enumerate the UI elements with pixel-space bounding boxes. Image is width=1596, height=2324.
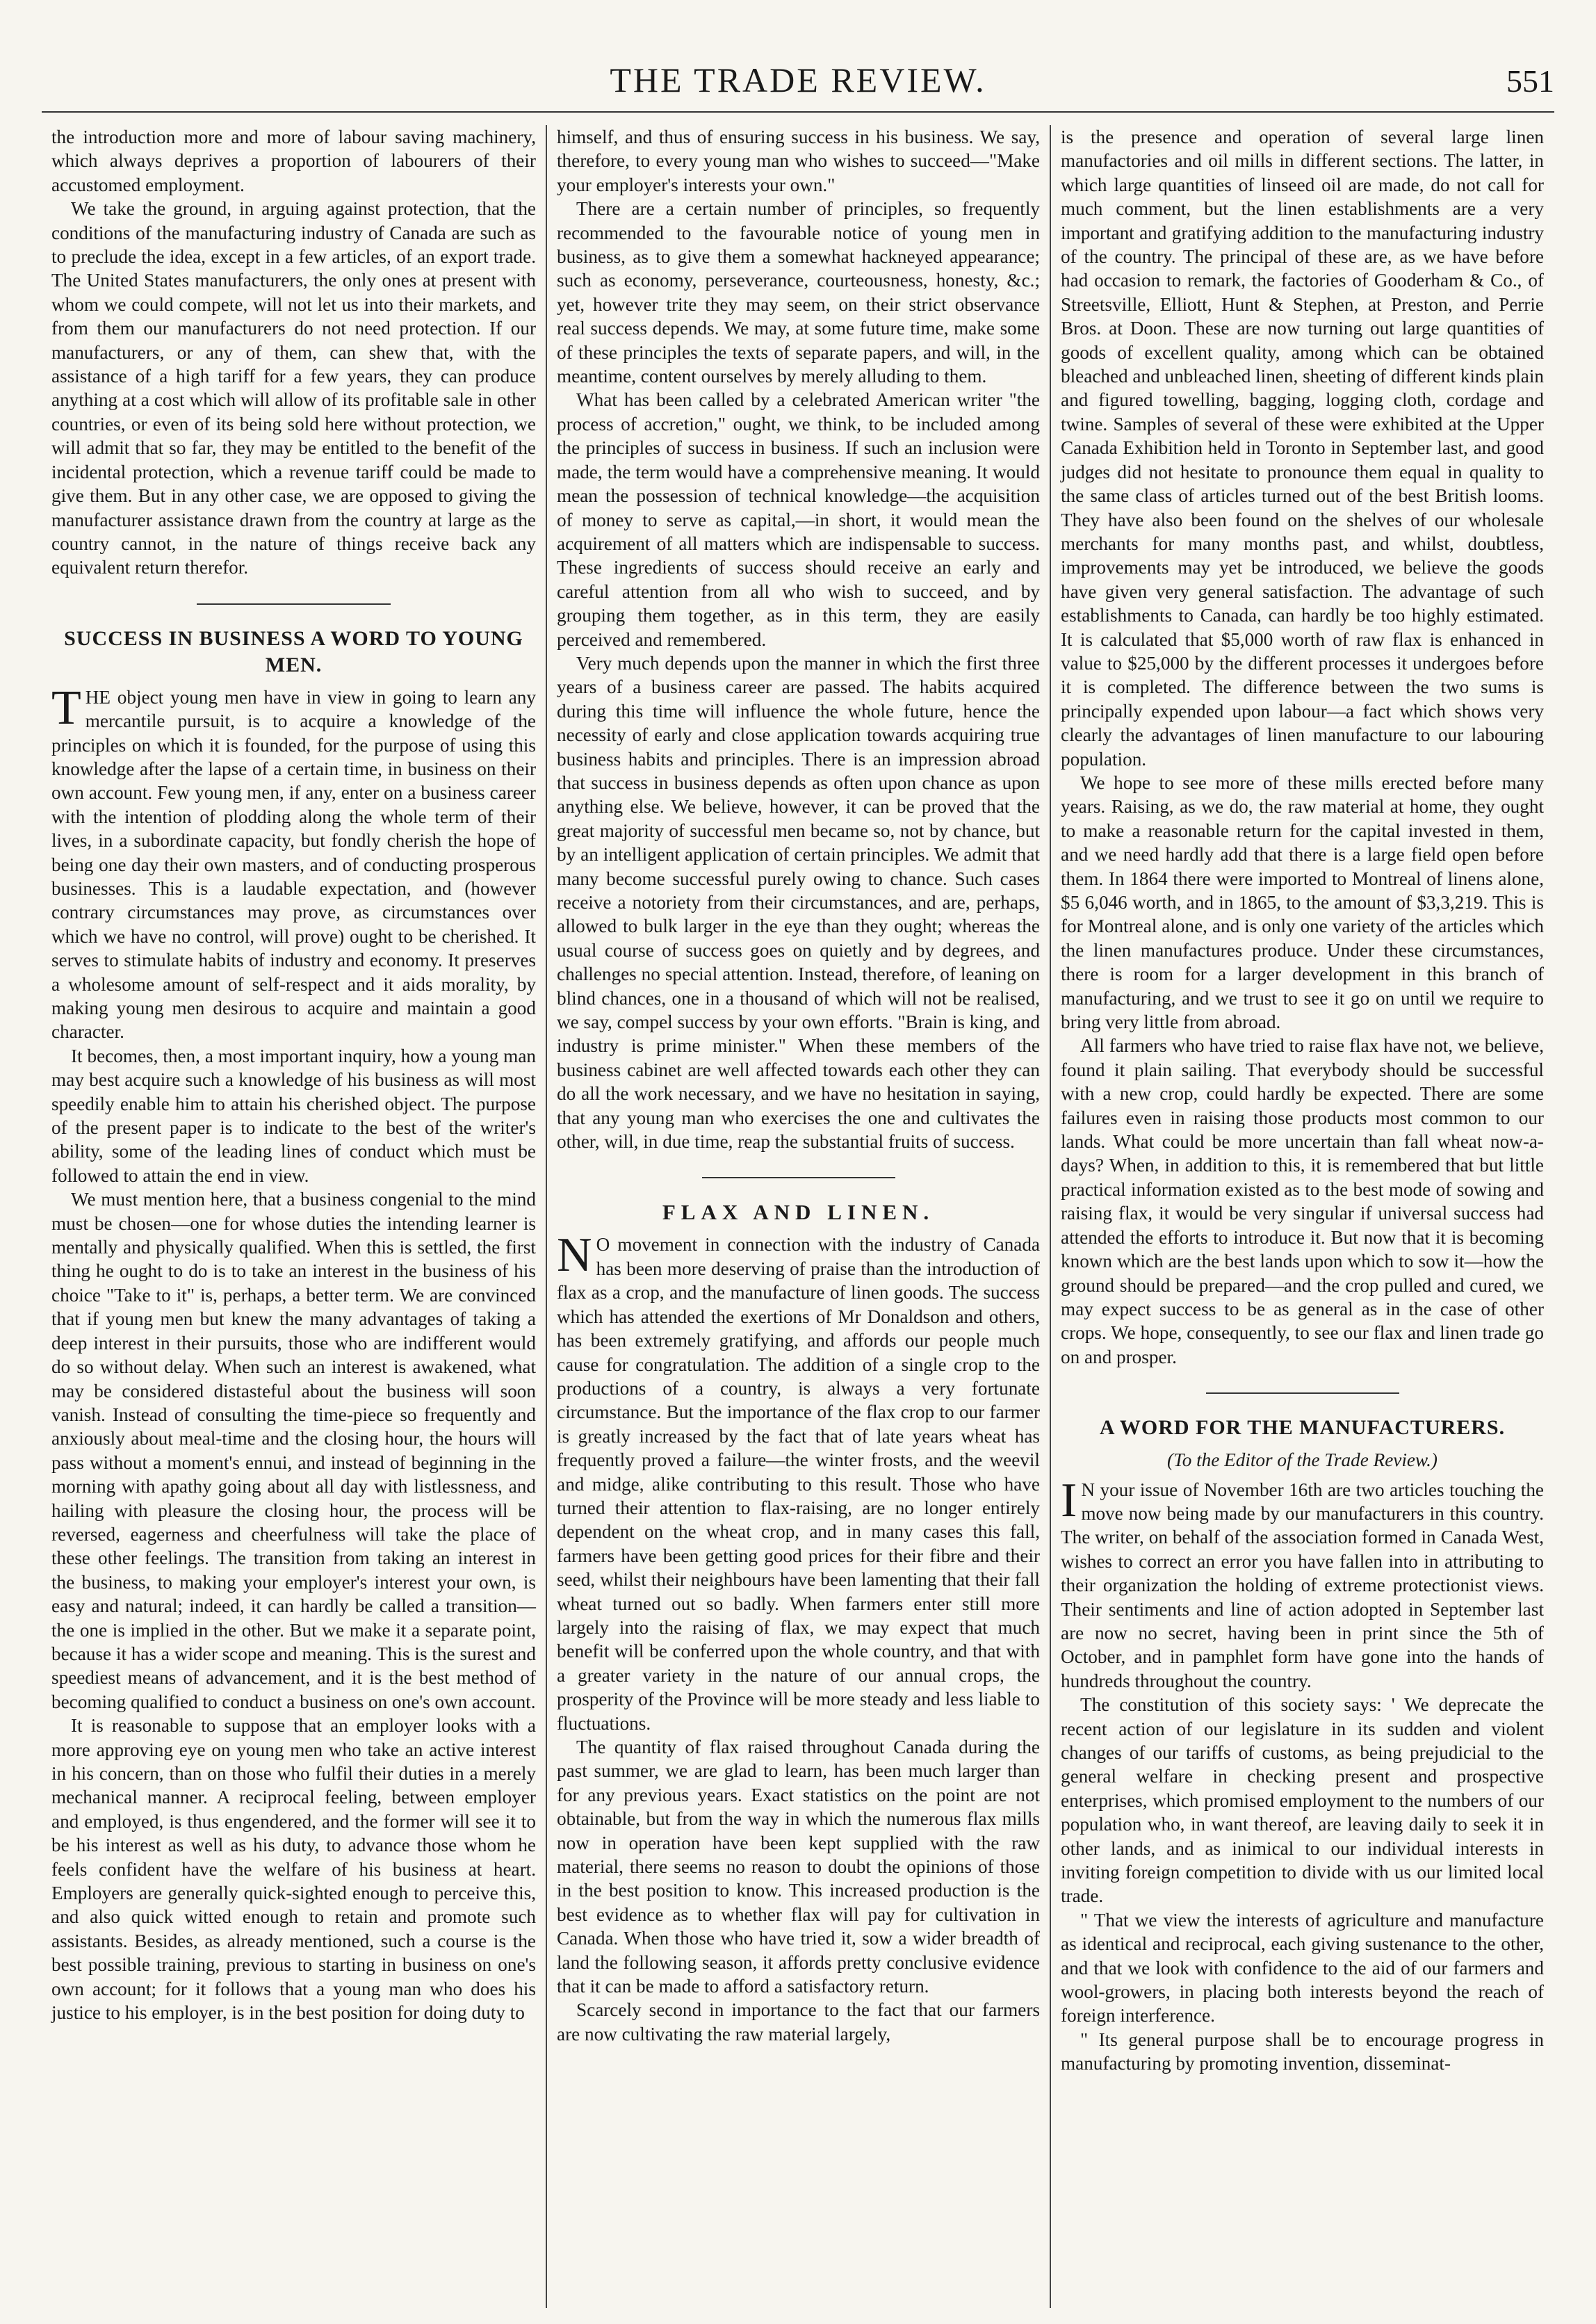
article-columns xyxy=(42,125,1554,2308)
article-paragraph: We take the ground, in arguing against protection, that the conditions of the manufacturing industry of Canada are such as to preclude the idea, except in a few articles, of an export trade. The United States manufacturers, the only ones at present with whom we could compete, will not let us into their markets, and from them our manufacturers do not need protection. If our manufacturers, or any of them, can shew that, with the assistance of a high tariff for a few years, they can produce anything at a cost which will allow of its profitable sale in other countries, or even of its being sold here without protection, we will admit that so far, they may be entitled to the benefit of the incidental protection, which a revenue tariff could be made to give them. But in any other case, we are opposed to giving the manufacturer assistance drawn from the country at large as the country cannot, in the nature of things receive back any equivalent return therefor. xyxy=(51,198,536,578)
section-divider xyxy=(1206,1392,1399,1394)
article-paragraph: himself, and thus of ensuring success in his business. We say, therefore, to every young man who wishes to succeed—"Make your employer's interests your own." xyxy=(557,127,1040,195)
page-number: 551 xyxy=(1506,63,1554,99)
article-paragraph: " That we view the interests of agriculture and manufacture as identical and reciprocal, each giving sustenance to the other, and that we look with confidence to the aid of our farmers and wool-growers, in placing both interests beyond the reach of foreign interference. xyxy=(1061,1909,1544,2026)
article-paragraph: It becomes, then, a most important inquiry, how a young man may best acquire such a knowledge of his business as will most speedily enable him to attain his cherished object. The purpose of the present paper is to indicate to the best of the writer's ability, some of the leading lines of conduct which must be followed to attain the end in view. xyxy=(51,1045,536,1186)
article-paragraph: Very much depends upon the manner in which the first three years of a business career are passed. The habits acquired during this time will influence the whole future, hence the necessity of early and close application towards acquiring true business habits and principles. There is an impression abroad that success in business depends as often upon chance as upon anything else. We believe, however, it can be proved that the great majority of successful men became so, not by chance, but by an intelligent application of certain principles. We admit that many become successful purely owing to chance. Such cases receive a notoriety from their circumstances, and are, perhaps, allowed to bulk larger in the eye than they ought; whereas the usual course of success goes on quietly and by degrees, and challenges no special attention. Instead, therefore, of leaning on blind chances, one in a thousand of which will not be realised, we say, compel success by your own efforts. "Brain is king, and industry is prime minister." When these members of the business cabinet are well affected towards each other they can do all the work necessary, and we have no hesitation in saying, that any young man who exercises the one and cultivates the other, will, in due time, reap the substantial fruits of success. xyxy=(557,652,1040,1153)
drop-cap: T xyxy=(51,681,81,735)
page-header xyxy=(42,60,1554,108)
paragraph-text: O movement in connection with the industry of Canada has been more deserving of praise than the introduction of flax as a crop, and the manufacture of linen goods. The success which has attended the exertions of Mr Donaldson and others, has been extremely gratifying, and affords our people much cause for congratulation. The addition of a single crop to the productions of a country, is always a very fortunate circumstance. But the importance of the flax crop to our farmer is greatly increased by the fact that of late years wheat has frequently proved a failure—the winter frosts, and the weevil and midge, alike contributing to this result. Those who have turned their attention to flax-raising, are no longer entirely dependent on the wheat crop, and in many cases this fall, farmers have been getting good prices for their fibre and their seed, whilst their neighbours have been lamenting that their fall wheat turned out so badly. When farmers enter still more largely into the raising of flax, we may expect that much benefit will be conferred upon the whole country, and that with a greater variety in the nature of our annual crops, the prosperity of the Province will be more steady and less liable to fluctuations. xyxy=(557,1234,1040,1734)
section-divider xyxy=(702,1177,895,1178)
article-paragraph: All farmers who have tried to raise flax have not, we believe, found it plain sailing. That everybody should be successful with a new crop, could hardly be expected. There are some failures even in raising those products most common to our lands. What could be more uncertain than fall wheat now-a-days? When, in addition to this, it is remembered that but little practical information existed as to the best mode of sowing and raising flax, it would be very singular if universal success had attended the efforts to introduce it. But now that it is becoming known which are the best lands upon which to sow it—how the ground should be prepared—and the crop pulled and cured, we may expect success to be as general as in the case of other crops. We hope, consequently, to see our flax and linen trade go on and prosper. xyxy=(1061,1035,1544,1367)
header-rule xyxy=(42,111,1554,113)
article-paragraph: Scarcely second in importance to the fact that our farmers are now cultivating the raw material largely, xyxy=(557,1999,1040,2045)
section-title-success-in-business: SUCCESS IN BUSINESS A WORD TO YOUNG MEN. xyxy=(64,626,523,676)
article-paragraph: It is reasonable to suppose that an employer looks with a more approving eye on young men who take an active interest in his concern, than on those who fulfil their duties in a merely mechanical manner. A reciprocal feeling, between employer and employed, is thus engendered, and the former will see it to be his interest as well as his duty, to advance those whom he feels confident have the welfare of his business at heart. Employers are generally quick-sighted enough to perceive this, and also quick witted enough to retain and promote such assistants. Besides, as already mentioned, such a course is the best possible training, previous to starting in business on one's own account; for it follows that a young man who does his justice to his employer, is in the best position for doing duty to xyxy=(51,1715,536,2024)
article-paragraph: The constitution of this society says: ' We deprecate the recent action of our legislature in its sudden and violent changes of our tariffs of customs, as being prejudicial to the general welfare in checking present and prospective enterprises, which promised employment to the numbers of our population who, in want thereof, are leaving daily to seek it in other lands, and as inimical to our individual interests in inviting foreign competition to divide with us our limited local trade. xyxy=(1061,1694,1544,1907)
drop-cap: I xyxy=(1061,1473,1077,1527)
article-paragraph: " Its general purpose shall be to encourage progress in manufacturing by promoting invention, disseminat- xyxy=(1061,2029,1544,2074)
drop-cap: N xyxy=(557,1228,592,1283)
article-paragraph: is the presence and operation of several large linen manufactories and oil mills in different sections. The latter, in which large quantities of linseed oil are made, do not call for much comment, but the linen establishments are a very important and gratifying addition to the manufacturing industry of the country. The principal of these are, as we have before had occasion to remark, the factories of Gooderham & Co., of Streetsville, Elliott, Hunt & Stephen, at Preston, and Perrie Bros. at Doon. These are now turning out large quantities of goods of excellent quality, among which can be obtained bleached and unbleached linen, sheeting of different kinds plain and figured towelling, bagging, logging cloth, cordage and twine. Samples of several of these were exhibited at the Upper Canada Exhibition held in Toronto in September last, and good judges did not hesitate to pronounce them equal in quality to the same class of articles turned out of the best British looms. They have also been found on the shelves of our wholesale merchants for many months past, and whilst, doubtless, improvements may yet be introduced, we believe the goods have given very general satisfaction. The advantage of such establishments to Canada, can hardly be too highly estimated. It is calculated that $5,000 worth of raw flax is enhanced in value to $25,000 by the different processes it undergoes before it is completed. The difference between the two sums is principally expended upon labour—a fact which shows very clearly the advantages of linen manufacture to our labouring population. xyxy=(1061,127,1544,770)
paragraph-text: HE object young men have in view in going to learn any mercantile pursuit, is to acquire a knowledge of the principles on which it is founded, for the purpose of using this knowledge after the lapse of a certain time, in business on their own account. Few young men, if any, enter on a business career with the intention of plodding along the whole term of their lives, in a subordinate capacity, but fondly cherish the hope of being one day their own masters, and of conducting prosperous businesses. This is a laudable expectation, and (however contrary circumstances may prove, as circumstances over which we have no control, will prove) ought to be cherished. It serves to stimulate habits of industry and economy. It preserves a wholesome amount of self-respect and it aids morality, by making young men desirous to acquire and maintain a good character. xyxy=(51,686,536,1043)
article-paragraph: What has been called by a celebrated American writer "the process of accretion," ought, we think, to be included among the principles of success in business. If such an inclusion were made, the term would have a comprehensive meaning. It would mean the possession of technical knowledge—the acquisition of money to serve as capital,—in short, it would mean the acquirement of all matters which are indispensable to success. These ingredients of success should receive an early and careful attention from all who wish to succeed, and by grouping them together, as in this term, they are easily perceived and remembered. xyxy=(557,389,1040,650)
article-paragraph: There are a certain number of principles, so frequently recommended to the favourable notice of young men in business, as to give them a somewhat hackneyed appearance; such as economy, perseverance, courteousness, honesty, &c.; yet, however trite they may seem, on their strict observance real success depends. We may, at some future time, make some of these principles the texts of separate papers, and will, in the meantime, content ourselves by merely alluding to them. xyxy=(557,198,1040,387)
article-paragraph xyxy=(51,681,536,1044)
article-paragraph: We must mention here, that a business congenial to the mind must be chosen—one for whose duties the intending learner is mentally and physically qualified. When this is settled, the first thing he ought to do is to take an interest in the business of his choice "Take to it" is, perhaps, a better term. We are convinced that if young men but knew the many advantages of taking a deep interest in their pursuits, those who are indifferent would do so without delay. When such an interest is awakened, what may be considered distasteful about the business will soon vanish. Instead of consulting the time-piece so frequently and anxiously about meal-time and the closing hour, the hours will pass without a moment's ennui, and instead of beginning in the morning with apathy going about all day with listlessness, and hailing with pleasure the closing hour, the process will be reversed, eagerness and cheerfulness will take the place of these other feelings. The transition from taking an interest in the business, to making your employer's interest your own, is easy and natural; indeed, it can hardly be called a transition—the one is implied in the other. But we make it a separate point, because it has a wider scope and meaning. This is the surest and speediest means of advancement, and it is the best method of becoming qualified to conduct a business on one's own account. xyxy=(51,1189,536,1712)
column-1 xyxy=(42,125,546,2308)
article-paragraph: We hope to see more of these mills erected before many years. Raising, as we do, the raw material at home, they ought to make a reasonable return for the capital invested in them, and we need hardly add that there is a large field open before them. In 1864 there were imported to Montreal of linens alone, $5 6,046 worth, and in 1865, to the amount of $3,3,219. This is for Montreal alone, and is only one variety of the articles which the linen manufactures produce. Under these circumstances, there is room for a larger development in this branch of manufacturing, and we trust to see it go on until we require to bring very little from abroad. xyxy=(1061,772,1544,1033)
article-byline: (To the Editor of the Trade Review.) xyxy=(1167,1449,1438,1471)
article-paragraph: The quantity of flax raised throughout Canada during the past summer, we are glad to learn, has been much larger than for any previous years. Exact statistics on the point are not obtainable, but from the way in which the numerous flax mills now in operation have been kept supplied with the raw material, there seems no reason to doubt the opinions of those in the best position to know. This increased production is the best evidence as to whether flax will pay for cultivation in Canada. When those who have tried it, sow a wider breadth of land the following season, it affords pretty conclusive evidence that it can be made to afford a satisfactory return. xyxy=(557,1737,1040,1997)
running-title: THE TRADE REVIEW. xyxy=(610,60,986,99)
section-title-word-for-manufacturers: A WORD FOR THE MANUFACTURERS. xyxy=(1099,1416,1506,1440)
column-3 xyxy=(1050,125,1554,2308)
section-title-flax-and-linen: FLAX AND LINEN. xyxy=(662,1200,935,1225)
article-paragraph: the introduction more and more of labour saving machinery, which always deprives a proportion of labourers of their accustomed employment. xyxy=(51,127,536,195)
article-paragraph xyxy=(1061,1473,1544,1693)
section-divider xyxy=(197,603,391,605)
paragraph-text: N your issue of November 16th are two articles touching the move now being made by our manufacturers in this country. The writer, on behalf of the association formed in Canada West, wishes to correct an error you have fallen into in attributing to their organization the holding of extreme protectionist views. Their sentiments and line of action adopted in September last are now no secret, having been in print since the 5th of October, and in pamphlet form have gone into the hands of hundreds throughout the country. xyxy=(1061,1479,1544,1691)
column-2 xyxy=(546,125,1050,2308)
article-paragraph xyxy=(557,1228,1040,1735)
